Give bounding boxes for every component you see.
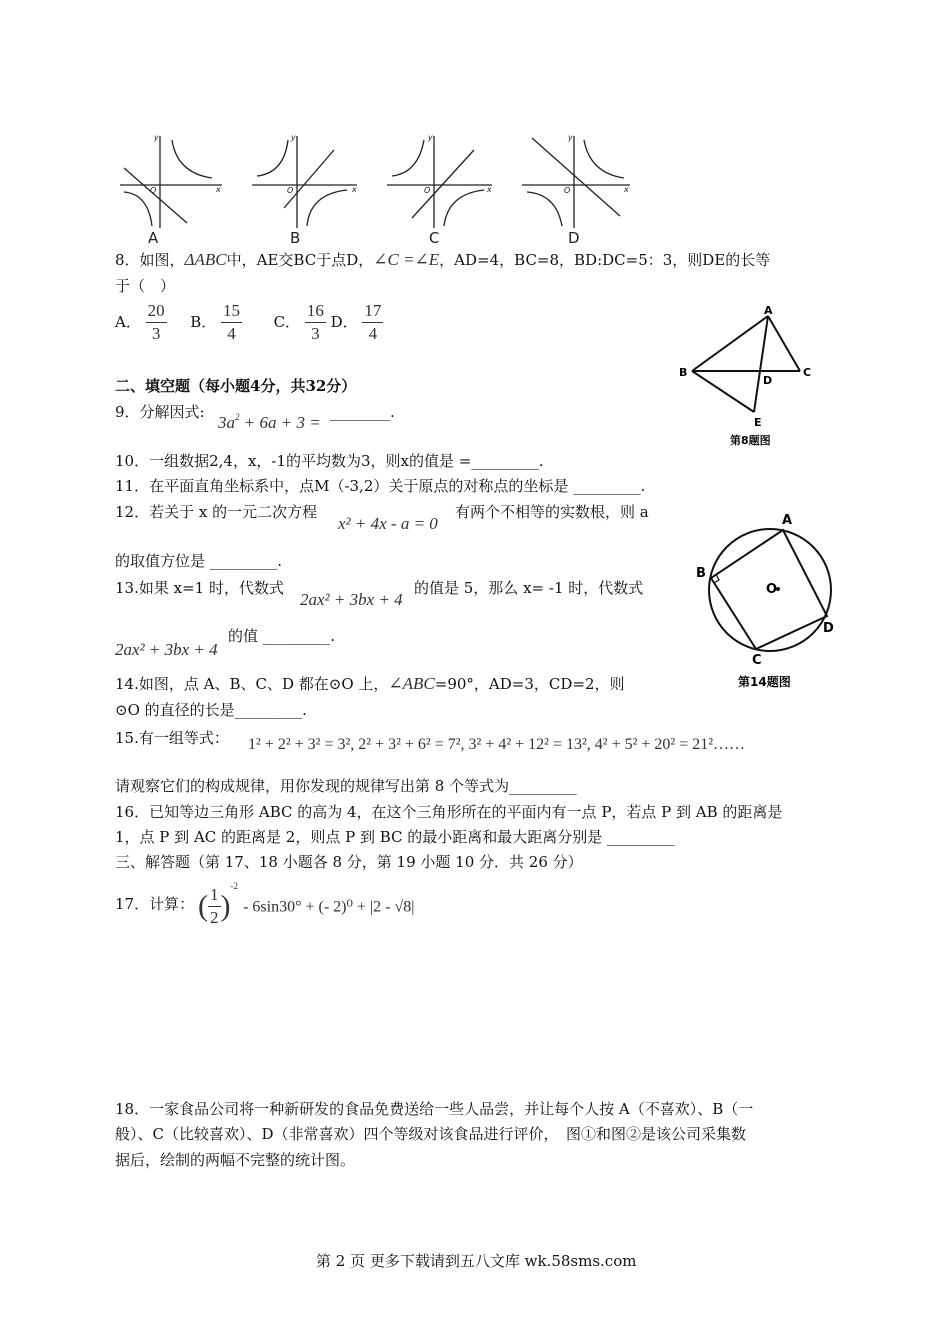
graph-d-origin: O [564, 186, 571, 195]
figure-8 [672, 302, 822, 452]
q8-text2: 中，AE交BC于点D， [226, 251, 374, 269]
q18-text1: 18．一家食品公司将一种新研发的食品免费送给一些人品尝，并让每个人按 A（不喜欢）、B（一 [115, 1100, 754, 1118]
q15-text1: 15.有一组等式： [115, 729, 229, 747]
graph-c-y-label: y [428, 133, 433, 142]
fig14-point-c: C [752, 653, 762, 668]
q14-text2: =90°，AD=3，CD=2，则 [434, 675, 625, 693]
q8-angle: ∠C =∠E [373, 250, 440, 269]
q8-text1: 8．如图， [115, 251, 185, 269]
q13-text1: 13.如果 x=1 时，代数式 [115, 579, 284, 597]
q8-option-a-den: 3 [151, 324, 161, 343]
fig8-point-a: A [764, 304, 773, 317]
graph-d-x-label: x [624, 185, 629, 194]
q17-frac-den: 2 [210, 908, 219, 927]
fig14-point-d: D [823, 621, 834, 636]
q14-angle: ∠ABC [388, 674, 435, 693]
graph-c [387, 136, 492, 228]
graph-b [252, 136, 357, 228]
graph-label-c: C [429, 229, 440, 246]
q9-expression: $3a^2 + 6a + 3$ = [218, 412, 321, 432]
q9-label: 9．分解因式: [115, 403, 205, 421]
q8-option-c-label: C． [273, 312, 301, 331]
q7-graphs [112, 128, 652, 246]
fig8-segment-ab [692, 316, 768, 371]
q13-text2: 的值是 5，那么 x= -1 时，代数式 [414, 579, 644, 597]
q8-option-d-den: 4 [368, 324, 378, 343]
q8-options [115, 300, 383, 345]
graph-a-x-label: x [216, 185, 221, 194]
q8-option-a-label: A． [115, 312, 141, 331]
q8-option-b[interactable] [190, 301, 247, 343]
q8-option-d-frac [362, 300, 383, 345]
fig8-segment-be [692, 371, 754, 412]
graph-label-d: D [568, 229, 580, 246]
section-3-title: 三、解答题（第 17、18 小题各 8 分，第 19 小题 10 分．共 26 分） [115, 853, 583, 871]
graph-a [120, 136, 222, 228]
fig8-caption: 第8题图 [730, 434, 771, 447]
q14-text3: ⊙O 的直径的长是_________. [115, 701, 307, 719]
q8-option-c-frac [305, 300, 326, 345]
q11: 11．在平面直角坐标系中，点M（-3,2）关于原点的对称点的坐标是 _________. [115, 477, 646, 495]
fig8-segment-ac [768, 316, 800, 371]
q17-expression: ( $\frac{1}{2}$ )$^{-2}$ - 6sin30° + (- 2)⁰ + |2 - √8| [198, 881, 415, 927]
q12-expression: x² + 4x - a = 0 [338, 514, 438, 533]
q8-option-c-den: 3 [311, 324, 320, 343]
fig14-point-o: O [766, 582, 778, 597]
q8-option-c-num: 16 [305, 300, 326, 323]
q8-option-b-label: B． [190, 312, 217, 331]
graph-b-y-label: y [291, 133, 296, 142]
q8-option-b-num: 15 [221, 300, 242, 323]
q13-text3: 的值 _________. [228, 627, 336, 645]
q12-text3: 的取值方位是 _________. [115, 552, 283, 570]
q8-option-b-den: 4 [227, 324, 236, 343]
graph-c-x-label: x [487, 185, 492, 194]
graph-d [522, 136, 630, 228]
q9-expr-b: + 6a + 3 = [239, 413, 321, 432]
fig14-point-a: A [782, 513, 793, 528]
q17-fraction [208, 884, 221, 929]
q18-text2: 般）、C（比较喜欢）、D（非常喜欢）四个等级对该食品进行评价， 图①和图②是该公司采集数 [115, 1125, 747, 1143]
q15-text2: 请观察它们的构成规律，用你发现的规律写出第 8 个等式为_________ [115, 777, 577, 795]
q8-option-c[interactable] [273, 301, 331, 343]
q10: 10．一组数据2,4，x，-1的平均数为3，则x的值是 =_________. [115, 452, 544, 470]
graph-a-origin: O [150, 186, 157, 195]
page-footer: 第 2 页 更多下载请到五八文库 wk.58sms.com [316, 1252, 637, 1270]
graph-label-a: A [148, 229, 159, 246]
q12-text2: 有两个不相等的实数根，则 a [455, 503, 649, 521]
q8-triangle: ΔABC [184, 250, 227, 269]
q8-option-d[interactable] [330, 301, 384, 343]
fig8-segment-ae [754, 316, 768, 412]
graph-a-y-label: y [154, 133, 159, 142]
q18-text3: 据后，绘制的两幅不完整的统计图。 [115, 1151, 356, 1169]
q8-line2: 于（ ） [115, 277, 176, 295]
q8-option-d-label: D． [330, 312, 358, 331]
fig14-point-b: B [696, 566, 706, 581]
q8-text3: ，AD=4，BC=8，BD:DC=5：3，则DE的长等 [439, 251, 771, 269]
q14-line1 [115, 674, 625, 694]
fig8-point-c: C [803, 366, 812, 379]
q16-text1: 16．已知等边三角形 ABC 的高为 4，在这个三角形所在的平面内有一点 P，若点 P 到 AB 的距离是 [115, 803, 783, 821]
q8-option-b-frac [221, 300, 242, 345]
q15-expression: 1² + 2² + 3² = 3², 2² + 3² + 6² = 7², 3² + 4² + 12² = 13², 4² + 5² + 20² = 21²…… [248, 736, 746, 753]
q8-line1 [115, 250, 770, 270]
q14-text1: 14.如图，点 A、B、C、D 都在⊙O 上， [115, 675, 389, 693]
graph-b-origin: O [287, 186, 294, 195]
q9-expr-a: 3a [218, 413, 235, 432]
fig14-caption: 第14题图 [738, 675, 791, 689]
q13-expression-2: 2ax² + 3bx + 4 [115, 640, 218, 659]
q17-expr: - 6sin30° + (- 2)⁰ + |2 - √8| [243, 898, 415, 916]
q8-option-a-num: 20 [146, 300, 167, 323]
q13-expression-1: 2ax² + 3bx + 4 [300, 590, 403, 609]
fig8-point-e: E [754, 416, 762, 429]
q8-option-a[interactable] [115, 301, 171, 343]
figure-14 [688, 506, 848, 696]
q12-text1: 12．若关于 x 的一元二次方程 [115, 503, 318, 521]
q9-blank[interactable]: ________. [330, 403, 395, 421]
section-2-title: 二、填空题（每小题4分，共32分） [115, 377, 357, 395]
q17-label: 17．计算： [115, 895, 195, 913]
q16-text2: 1，点 P 到 AC 的距离是 2，则点 P 到 BC 的最小距离和最大距离分别是 _________ [115, 828, 675, 846]
graph-d-y-label: y [568, 133, 573, 142]
graph-label-b: B [290, 229, 301, 246]
q8-option-d-num: 17 [362, 300, 383, 323]
q8-option-a-frac [146, 300, 167, 345]
graph-b-x-label: x [352, 185, 357, 194]
graph-c-origin: O [424, 186, 431, 195]
q17-frac-num: 1 [208, 884, 221, 907]
fig8-point-b: B [679, 366, 688, 379]
fig8-point-d: D [763, 374, 773, 387]
